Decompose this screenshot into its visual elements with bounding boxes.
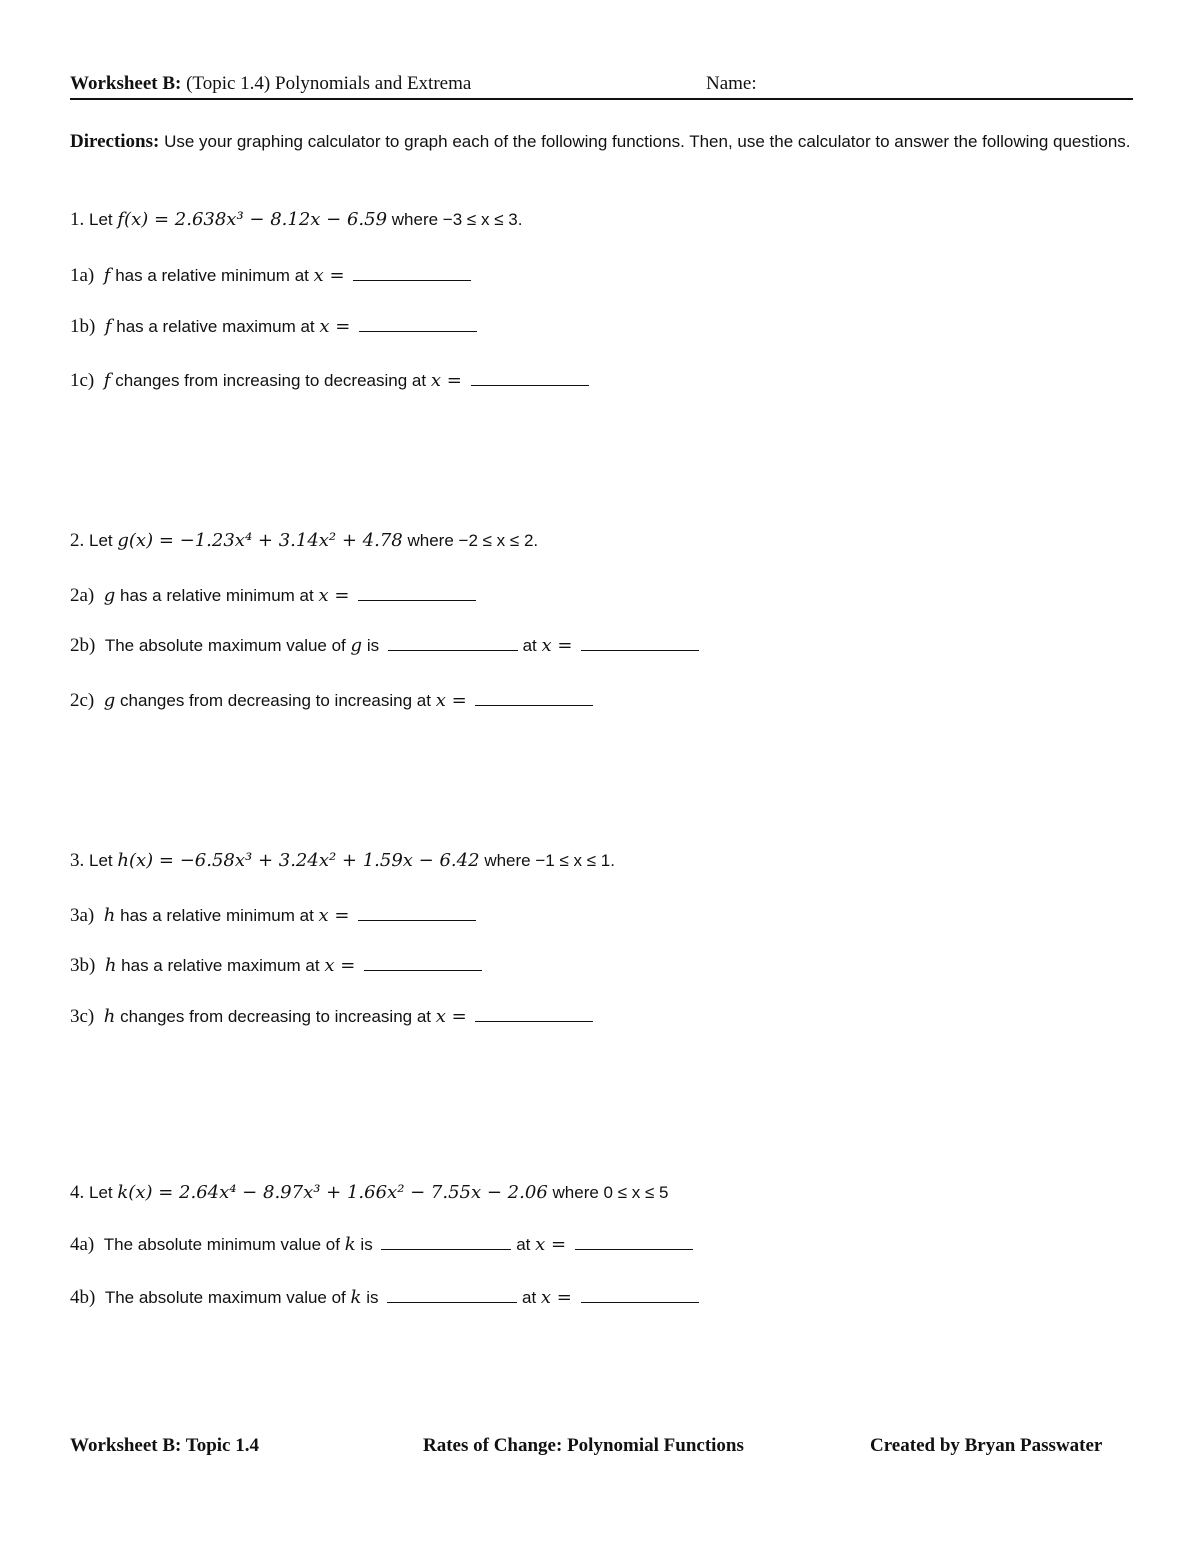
- let-word: Let: [89, 531, 113, 550]
- question-label: 4b): [70, 1287, 96, 1308]
- footer-center: Rates of Change: Polynomial Functions: [423, 1435, 744, 1456]
- x-equals: x =: [318, 585, 350, 606]
- problem-4-stem: [70, 1182, 669, 1204]
- function-expression: k(x) = 2.64x⁴ − 8.97x³ + 1.66x² − 7.55x − 2.06: [117, 1182, 548, 1203]
- answer-blank[interactable]: [358, 586, 476, 601]
- answer-blank[interactable]: [475, 1007, 593, 1022]
- question-text: The absolute maximum value of: [104, 1288, 346, 1307]
- value-blank[interactable]: [387, 1288, 517, 1303]
- directions: [70, 128, 1134, 155]
- answer-blank[interactable]: [475, 691, 593, 706]
- x-equals: x =: [313, 265, 345, 286]
- answer-blank[interactable]: [471, 371, 589, 386]
- worksheet-title-bold: Worksheet B:: [70, 73, 182, 94]
- footer-title: Worksheet B:: [70, 1435, 182, 1456]
- question-2a: [70, 585, 476, 607]
- question-text: The absolute maximum value of: [104, 636, 346, 655]
- x-equals: x =: [540, 1287, 572, 1308]
- answer-blank[interactable]: [359, 317, 477, 332]
- question-label: 4a): [70, 1234, 95, 1255]
- at-word: at: [521, 1288, 537, 1307]
- problem-number: 4.: [70, 1182, 85, 1203]
- problem-1-stem: [70, 209, 522, 231]
- question-1a: [70, 265, 471, 287]
- is-word: is: [366, 1288, 379, 1307]
- question-label: 2b): [70, 635, 96, 656]
- function-var: g: [103, 690, 116, 711]
- let-word: Let: [89, 1183, 113, 1202]
- answer-blank[interactable]: [353, 266, 471, 281]
- function-expression: g(x) = −1.23x⁴ + 3.14x² + 4.78: [117, 530, 403, 551]
- problem-2-stem: [70, 530, 538, 552]
- name-label: Name:: [706, 73, 757, 94]
- function-var: g: [103, 585, 116, 606]
- directions-label: Directions:: [70, 131, 160, 152]
- at-word: at: [522, 636, 537, 655]
- problem-number: 1.: [70, 209, 85, 230]
- question-label: 2a): [70, 585, 95, 606]
- problem-3-stem: [70, 850, 615, 872]
- is-word: is: [360, 1235, 373, 1254]
- function-var: f: [103, 370, 111, 391]
- question-1b: [70, 316, 477, 338]
- question-text: has a relative minimum at: [120, 586, 314, 605]
- question-2c: [70, 690, 593, 712]
- function-var: h: [104, 955, 117, 976]
- question-label: 1c): [70, 370, 95, 391]
- footer-left: [70, 1435, 259, 1457]
- question-text: changes from decreasing to increasing at: [120, 1007, 432, 1026]
- x-equals: x =: [318, 905, 350, 926]
- function-expression: h(x) = −6.58x³ + 3.24x² + 1.59x − 6.42: [117, 850, 480, 871]
- question-2b: [70, 635, 699, 657]
- worksheet-topic: (Topic 1.4) Polynomials and Extrema: [186, 73, 472, 94]
- answer-blank[interactable]: [581, 1288, 699, 1303]
- function-var: f: [104, 316, 112, 337]
- question-label: 1b): [70, 316, 96, 337]
- x-equals: x =: [430, 370, 462, 391]
- is-word: is: [366, 636, 380, 655]
- let-word: Let: [89, 851, 113, 870]
- function-var: h: [103, 1006, 116, 1027]
- answer-blank[interactable]: [358, 906, 476, 921]
- value-blank[interactable]: [381, 1235, 511, 1250]
- question-4b: [70, 1287, 699, 1309]
- function-domain: where −1 ≤ x ≤ 1.: [484, 851, 615, 870]
- function-var: k: [344, 1234, 356, 1255]
- x-equals: x =: [435, 690, 467, 711]
- question-text: has a relative minimum at: [120, 906, 314, 925]
- worksheet-title: [70, 73, 471, 95]
- function-domain: where 0 ≤ x ≤ 5: [552, 1183, 669, 1202]
- header-rule: [70, 98, 1133, 100]
- problem-number: 3.: [70, 850, 85, 871]
- answer-blank[interactable]: [364, 956, 482, 971]
- x-equals: x =: [319, 316, 351, 337]
- x-equals: x =: [324, 955, 356, 976]
- question-text: has a relative maximum at: [116, 317, 315, 336]
- question-text: changes from increasing to decreasing at: [115, 371, 427, 390]
- x-equals: x =: [541, 635, 573, 656]
- question-3a: [70, 905, 476, 927]
- x-equals: x =: [435, 1006, 467, 1027]
- function-var: h: [103, 905, 116, 926]
- question-1c: [70, 370, 589, 392]
- function-var: k: [350, 1287, 362, 1308]
- value-blank[interactable]: [388, 636, 518, 651]
- answer-blank[interactable]: [581, 636, 699, 651]
- function-expression: f(x) = 2.638x³ − 8.12x − 6.59: [117, 209, 388, 230]
- question-text: changes from decreasing to increasing at: [120, 691, 431, 710]
- question-text: has a relative maximum at: [121, 956, 320, 975]
- question-3b: [70, 955, 482, 977]
- footer-right: Created by Bryan Passwater: [870, 1435, 1103, 1456]
- footer-topic: Topic 1.4: [185, 1435, 259, 1456]
- question-label: 1a): [70, 265, 95, 286]
- problem-number: 2.: [70, 530, 85, 551]
- question-4a: [70, 1234, 693, 1256]
- question-text: The absolute minimum value of: [103, 1235, 340, 1254]
- question-label: 3c): [70, 1006, 95, 1027]
- answer-blank[interactable]: [575, 1235, 693, 1250]
- at-word: at: [516, 1235, 531, 1254]
- function-var: f: [103, 265, 111, 286]
- function-domain: where −3 ≤ x ≤ 3.: [391, 210, 523, 229]
- question-label: 3a): [70, 905, 95, 926]
- question-text: has a relative minimum at: [115, 266, 309, 285]
- directions-text: Use your graphing calculator to graph each of the following functions. Then, use the calculator to answer the following questions.: [164, 132, 1131, 151]
- question-3c: [70, 1006, 593, 1028]
- x-equals: x =: [535, 1234, 567, 1255]
- function-var: g: [350, 635, 363, 656]
- question-label: 3b): [70, 955, 96, 976]
- question-label: 2c): [70, 690, 95, 711]
- let-word: Let: [89, 210, 113, 229]
- function-domain: where −2 ≤ x ≤ 2.: [407, 531, 539, 550]
